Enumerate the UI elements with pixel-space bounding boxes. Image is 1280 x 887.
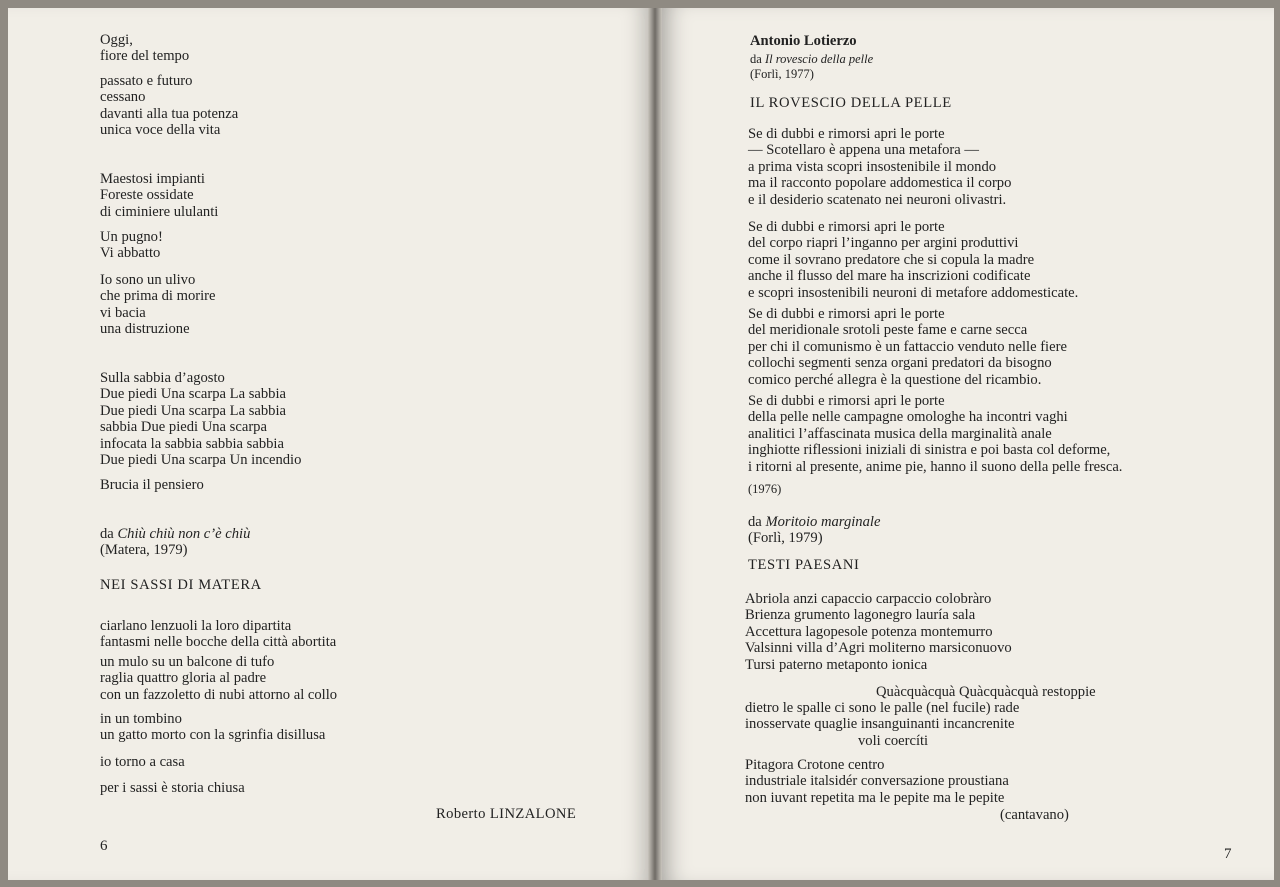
poem-stanza: Se di dubbi e rimorsi apri le porte del corpo riapri l’inganno per argini produttivi come il sovrano predatore che si copula la madre anche il flusso del mare ha inscrizioni codificate e scopri insostenibili neuroni di metafore addomesticate.: [748, 219, 1079, 301]
poem-stanza: io torno a casa: [100, 754, 185, 770]
source-citation: da Chiù chiù non c’è chiù (Matera, 1979): [100, 526, 251, 559]
poem-stanza: Maestosi impianti Foreste ossidate di ciminiere ululanti: [100, 171, 219, 220]
poem-stanza: Oggi, fiore del tempo: [100, 32, 190, 65]
source-citation: da Il rovescio della pelle (Forlì, 1977): [750, 52, 874, 81]
page-number: 7: [1224, 846, 1232, 862]
poem-line-indented: Quàcquàcquà Quàcquàcquà restoppie: [876, 684, 1096, 700]
poem-stanza: Pitagora Crotone centro industriale italsidér conversazione proustiana non iuvant repetita ma le pepite ma le pepite: [745, 757, 1009, 806]
poem-title: NEI SASSI DI MATERA: [100, 577, 262, 593]
poem-stanza: Io sono un ulivo che prima di morire vi bacia una distruzione: [100, 272, 216, 338]
poem-stanza: Abriola anzi capaccio carpaccio colobràro Brienza grumento lagonegro lauría sala Accettura lagopesole potenza montemurro Valsinni villa d’Agri moliterno marsiconuovo Tursi paterno metaponto ionica: [745, 591, 1012, 673]
poem-stanza: un mulo su un balcone di tufo raglia quattro gloria al padre con un fazzoletto di nubi attorno al collo: [100, 654, 338, 703]
book-gutter: [648, 8, 662, 880]
poem-year: (1976): [748, 482, 782, 496]
poem-note: (cantavano): [1000, 807, 1069, 823]
poem-stanza: Se di dubbi e rimorsi apri le porte — Scotellaro è appena una metafora — a prima vista scopri insostenibile il mondo ma il racconto popolare addomestica il corpo e il desiderio scatenato nei neuroni olivastri.: [748, 126, 1012, 208]
poem-stanza: Se di dubbi e rimorsi apri le porte del meridionale srotoli peste fame e carne secca per chi il comunismo è un fattaccio venduto nelle fiere collochi segmenti senza organi predatori da bisogno comico perché allegra è la questione del ricambio.: [748, 306, 1067, 388]
author-signature: Roberto LINZALONE: [436, 806, 577, 822]
author-name: Antonio Lotierzo: [750, 33, 857, 49]
poem-stanza: Se di dubbi e rimorsi apri le porte della pelle nelle campagne omologhe ha incontri vaghi analitici l’affascinata musica della marginalità anale inghiotte riflessioni iniziali di sinistra e poi basta col deforme, i ritorni al presente, anime pie, hanno il suono della pelle fresca.: [748, 393, 1123, 475]
poem-stanza: passato e futuro cessano davanti alla tua potenza unica voce della vita: [100, 73, 239, 139]
poem-stanza: per i sassi è storia chiusa: [100, 780, 245, 796]
poem-stanza: Brucia il pensiero: [100, 477, 204, 493]
source-citation: da Moritoio marginale (Forlì, 1979): [748, 514, 881, 547]
poem-title: IL ROVESCIO DELLA PELLE: [750, 95, 952, 111]
poem-stanza: ciarlano lenzuoli la loro dipartita fantasmi nelle bocche della città abortita: [100, 618, 337, 651]
poem-stanza: Un pugno! Vi abbatto: [100, 229, 163, 262]
poem-stanza: in un tombino un gatto morto con la sgrinfia disillusa: [100, 711, 326, 744]
poem-line-indented: voli coercíti: [858, 733, 929, 749]
poem-stanza: Sulla sabbia d’agosto Due piedi Una scarpa La sabbia Due piedi Una scarpa La sabbia sabbia Due piedi Una scarpa infocata la sabbia sabbia sabbia Due piedi Una scarpa Un incendio: [100, 370, 302, 469]
page-number: 6: [100, 838, 108, 854]
poem-title: TESTI PAESANI: [748, 557, 860, 573]
poem-stanza: dietro le spalle ci sono le palle (nel fucile) rade inosservate quaglie insanguinanti incancrenite: [745, 700, 1020, 733]
